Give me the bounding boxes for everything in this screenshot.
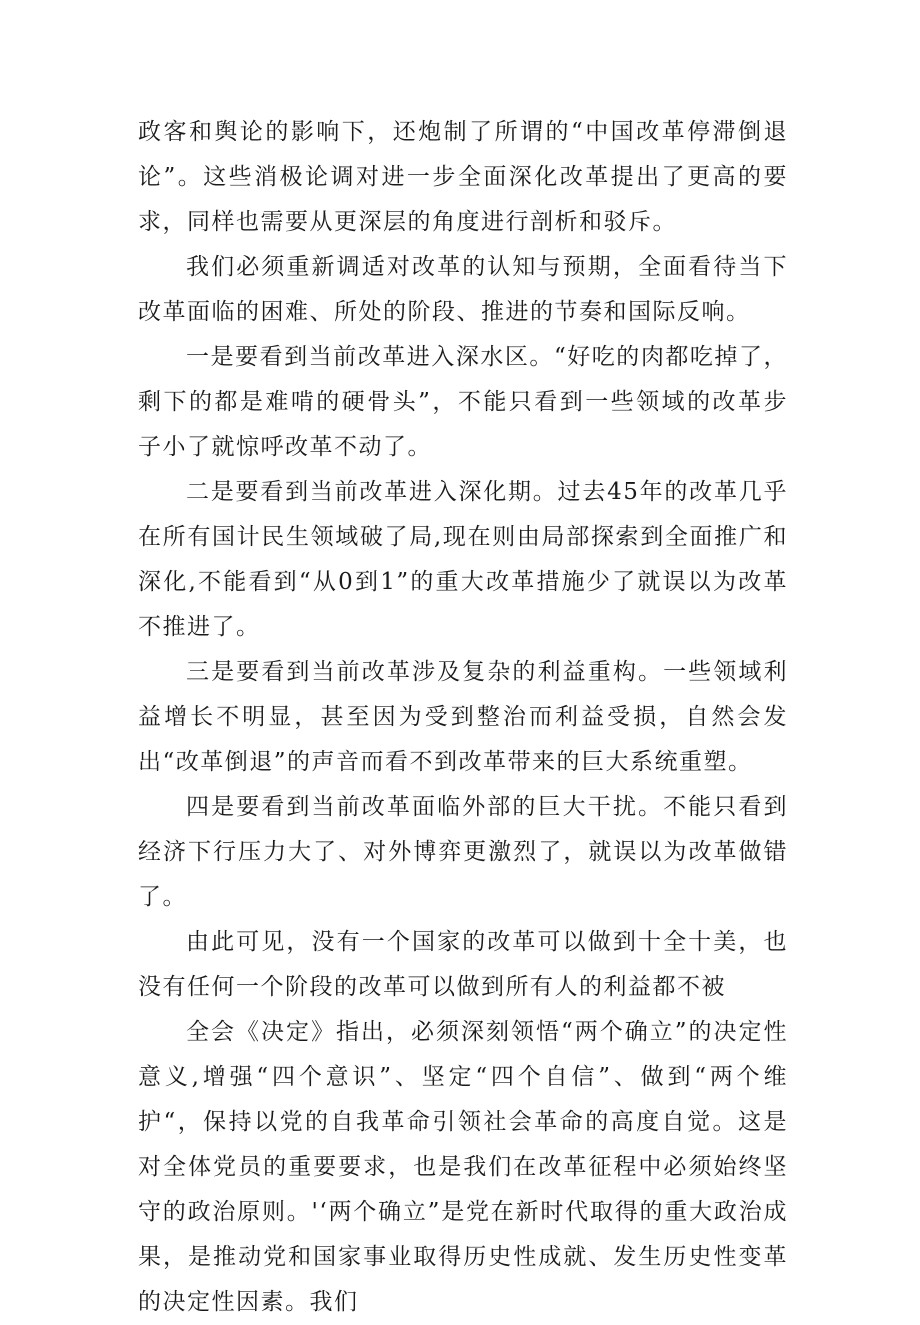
paragraph-3: 一是要看到当前改革进入深水区。“好吃的肉都吃掉了，剩下的都是难啃的硬骨头”，不能只看到一些领域的改革步子小了就惊呼改革不动了。 <box>138 344 788 460</box>
paragraph-6: 四是要看到当前改革面临外部的巨大干扰。不能只看到经济下行压力大了、对外博弈更激烈了，就误以为改革做错了。 <box>138 794 788 910</box>
paragraph-4: 二是要看到当前改革进入深化期。过去45年的改革几乎在所有国计民生领域破了局,现在则由局部探索到全面推广和深化,不能看到“从0到1”的重大改革措施少了就误以为改革不推进了。 <box>138 479 788 640</box>
document-body <box>138 110 788 1325</box>
paragraph-1: 政客和舆论的影响下，还炮制了所谓的“中国改革停滞倒退论”。这些消极论调对进一步全面深化改革提出了更高的要求，同样也需要从更深层的角度进行剖析和驳斥。 <box>138 119 788 235</box>
paragraph-2: 我们必须重新调适对改革的认知与预期，全面看待当下改革面临的困难、所处的阶段、推进的节奏和国际反响。 <box>138 254 788 325</box>
paragraph-8: 全会《决定》指出，必须深刻领悟“两个确立”的决定性意义,增强“四个意识”、坚定“四个自信”、做到“两个维护“，保持以党的自我革命引领社会革命的高度自觉。这是对全体党员的重要要求，也是我们在改革征程中必须始终坚守的政治原则。'‘两个确立”是党在新时代取得的重大政治成果，是推动党和国家事业取得历史性成就、发生历史性变革的决定性因素。我们 <box>138 1019 788 1315</box>
paragraph-7: 由此可见，没有一个国家的改革可以做到十全十美，也没有任何一个阶段的改革可以做到所有人的利益都不被 <box>138 929 788 1000</box>
paragraph-5: 三是要看到当前改革涉及复杂的利益重构。一些领域利益增长不明显，甚至因为受到整治而利益受损，自然会发出“改革倒退”的声音而看不到改革带来的巨大系统重塑。 <box>138 659 788 775</box>
